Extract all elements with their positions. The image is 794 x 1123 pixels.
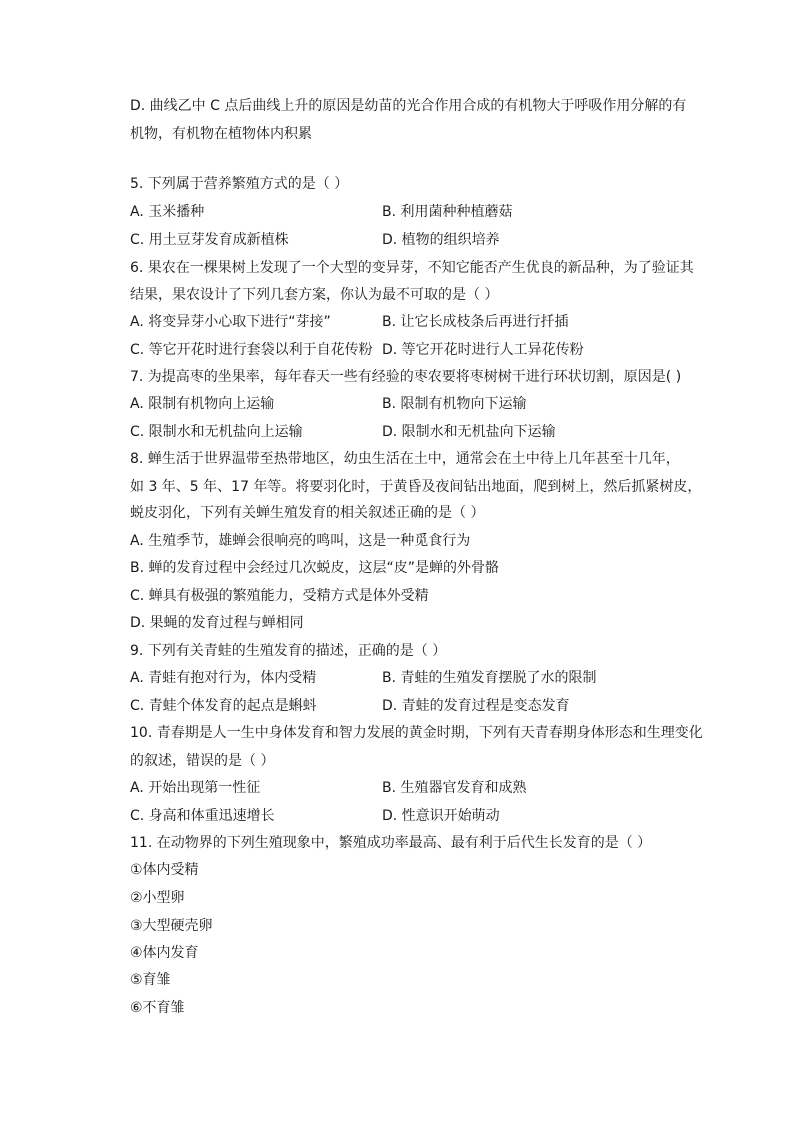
q8-option-a: A. 生殖季节，雄蝉会很响亮的鸣叫，这是一种觅食行为 (130, 533, 471, 549)
q7-option-b: B. 限制有机物向下运输 (382, 396, 527, 412)
q5-option-c: C. 用土豆芽发育成新植株 (130, 232, 289, 248)
q9-option-b: B. 青蛙的生殖发育摆脱了水的限制 (382, 670, 597, 686)
q7-option-c: C. 限制水和无机盐向上运输 (130, 424, 303, 440)
q4-option-d-line2: 机物，有机物在植物体内积累 (130, 126, 312, 142)
q9-option-a: A. 青蛙有抱对行为，体内受精 (130, 670, 317, 686)
q11-item: ④体内发育 (130, 945, 199, 961)
q10-option-d: D. 性意识开始萌动 (382, 808, 500, 824)
q5-option-a: A. 玉米播种 (130, 204, 205, 220)
q5-option-d: D. 植物的组织培养 (382, 232, 500, 248)
q10-option-c: C. 身高和体重迅速增长 (130, 808, 275, 824)
q11-item: ③大型硬壳卵 (130, 918, 213, 934)
q7-option-d: D. 限制水和无机盐向下运输 (382, 424, 556, 440)
q6-option-c: C. 等它开花时进行套袋以利于自花传粉 (130, 342, 373, 358)
q6-stem-line1: 6. 果农在一棵果树上发现了一个大型的变异芽，不知它能否产生优良的新品种，为了验证其 (130, 260, 694, 276)
q11-item: ⑥不育雏 (130, 1000, 185, 1016)
q5-option-b: B. 利用菌种种植蘑菇 (382, 204, 513, 220)
q11-item: ②小型卵 (130, 890, 185, 906)
q8-stem-line2: 如 3 年、5 年、17 年等。将要羽化时，于黄昏及夜间钻出地面，爬到树上，然后抓紧树皮， (130, 479, 702, 495)
q9-stem: 9. 下列有关青蛙的生殖发育的描述，正确的是（ ） (130, 643, 447, 659)
q4-option-d-line1: D. 曲线乙中 C 点后曲线上升的原因是幼苗的光合作用合成的有机物大于呼吸作用分解的有 (130, 98, 687, 114)
q7-option-a: A. 限制有机物向上运输 (130, 396, 275, 412)
q10-option-b: B. 生殖器官发育和成熟 (382, 780, 527, 796)
q5-stem: 5. 下列属于营养繁殖方式的是（ ） (130, 176, 349, 192)
q10-option-a: A. 开始出现第一性征 (130, 780, 261, 796)
q6-option-a: A. 将变异芽小心取下进行“芽接” (130, 314, 331, 330)
q8-option-b: B. 蝉的发育过程中会经过几次蜕皮，这层“皮”是蝉的外骨骼 (130, 560, 500, 576)
q6-option-b: B. 让它长成枝条后再进行扦插 (382, 314, 569, 330)
q8-option-c: C. 蝉具有极强的繁殖能力，受精方式是体外受精 (130, 588, 429, 604)
q8-stem-line3: 蜕皮羽化，下列有关蝉生殖发育的相关叙述正确的是（ ） (130, 505, 485, 521)
q7-stem: 7. 为提高枣的坐果率，每年春天一些有经验的枣农要将枣树树干进行环状切割，原因是( ) (130, 369, 682, 385)
q11-item: ①体内受精 (130, 862, 199, 878)
q11-stem: 11. 在动物界的下列生殖现象中，繁殖成功率最高、最有利于后代生长发育的是（ ） (130, 835, 652, 851)
q6-stem-line2: 结果，果农设计了下列几套方案，你认为最不可取的是（ ） (130, 287, 499, 303)
q8-stem-line1: 8. 蝉生活于世界温带至热带地区，幼虫生活在土中，通常会在土中待上几年甚至十几年， (130, 451, 680, 467)
q8-option-d: D. 果蝇的发育过程与蝉相同 (130, 615, 304, 631)
q6-option-d: D. 等它开花时进行人工异花传粉 (382, 342, 584, 358)
q11-item: ⑤育雏 (130, 972, 171, 988)
q10-stem-line2: 的叙述，错误的是（ ） (130, 753, 275, 769)
q10-stem-line1: 10. 青春期是人一生中身体发育和智力发展的黄金时期，下列有天青春期身体形态和生理变化 (130, 725, 703, 741)
q9-option-c: C. 青蛙个体发育的起点是蝌蚪 (130, 698, 317, 714)
q9-option-d: D. 青蛙的发育过程是变态发育 (382, 698, 570, 714)
